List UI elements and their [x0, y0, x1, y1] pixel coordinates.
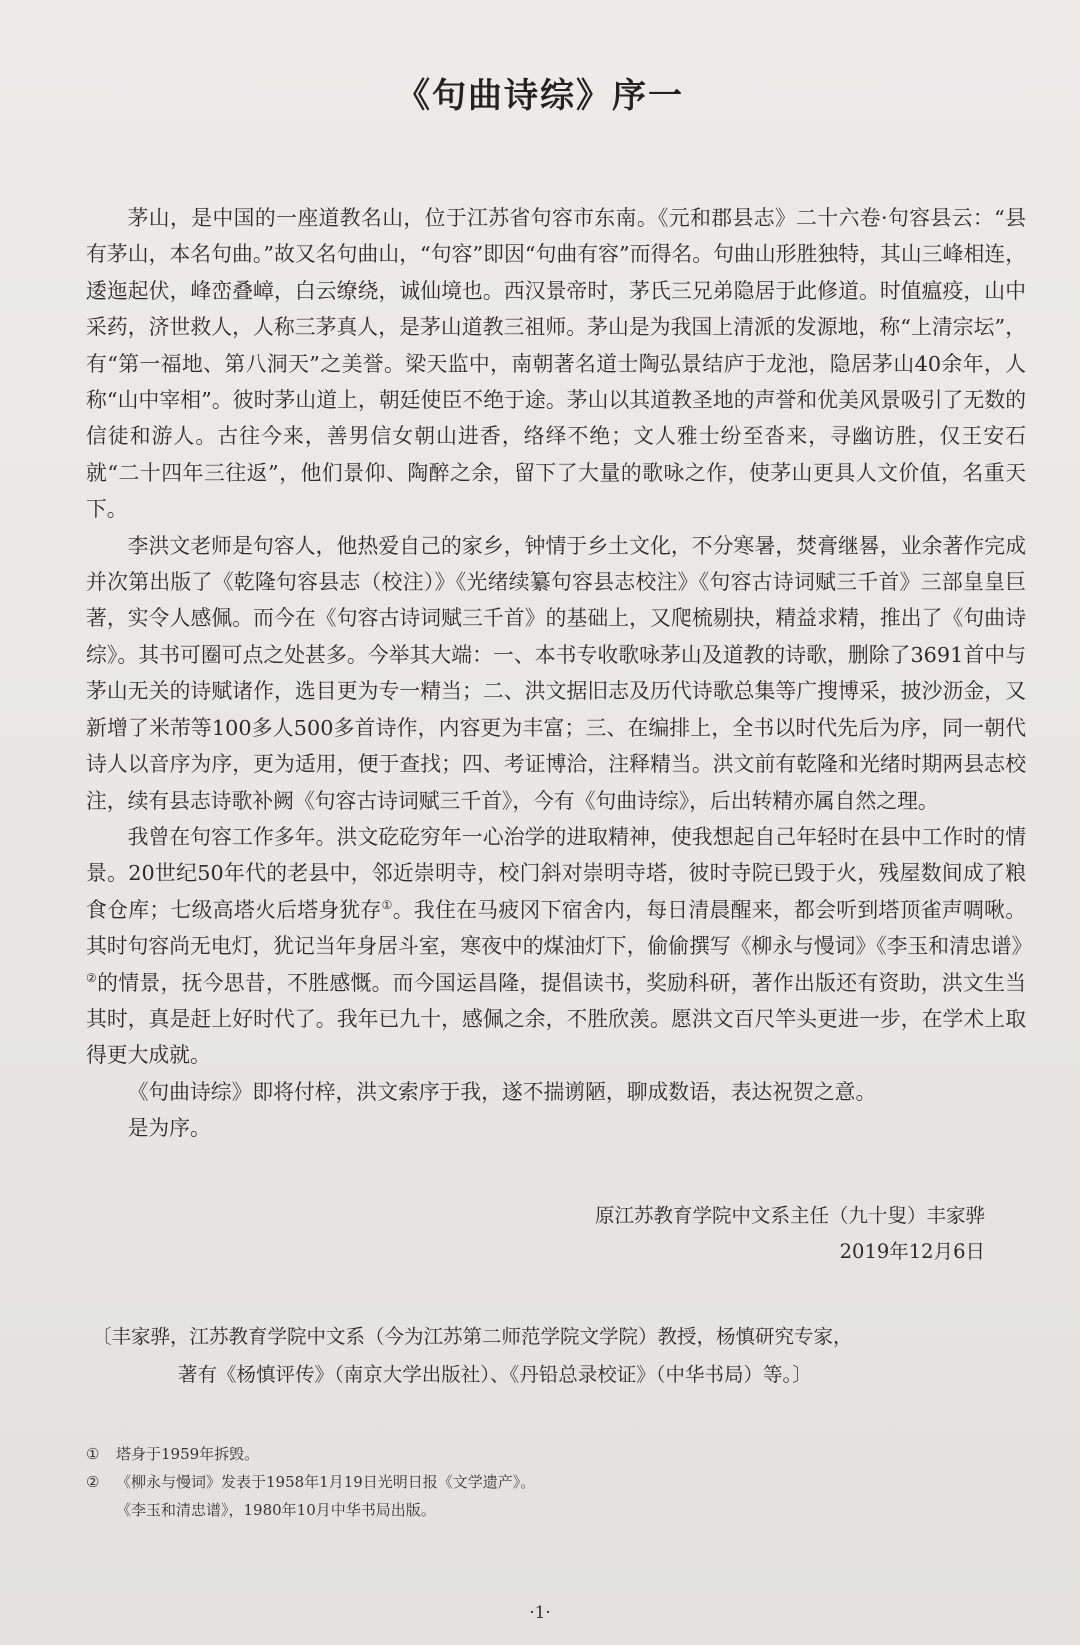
- signature-author: 原江苏教育学院中文系主任（九十叟）丰家骅: [594, 1204, 985, 1227]
- footnote-1-text: 塔身于1959年拆毁。: [116, 1445, 260, 1463]
- paragraph-final: 是为序。: [127, 1116, 211, 1141]
- paragraph-memories-part2: 。我住在马疲冈下宿舍内，每日清晨醒来，都会听到塔顶雀声啁啾。其时句容尚无电灯，犹记当年身居斗室，寒夜中的煤油灯下，偷偷撰写《柳永与慢词》《李玉和清忠谱》: [86, 897, 1033, 959]
- signature-block: [595, 1198, 985, 1270]
- page-number: ·1·: [529, 1603, 551, 1623]
- footnote-2-continuation: 《李玉和清忠谱》，1980年10月中华书局出版。: [116, 1501, 436, 1519]
- author-bio-line1: 〔丰家骅，江苏教育学院中文系（今为江苏第二师范学院文学院）教授，杨慎研究专家，: [92, 1325, 853, 1348]
- author-bio: [92, 1318, 1002, 1394]
- page-title: 《句曲诗综》序一: [396, 76, 684, 116]
- paragraph-memories-part3: 的情景，抚今思昔，不胜感慨。而今国运昌隆，提倡读书，奖励科研，著作出版还有资助，洪文生当其时，真是赶上好时代了。我年已九十，感佩之余，不胜欣羡。愿洪文百尺竿头更进一步，在学术上取得更大成就。: [86, 970, 1027, 1068]
- footnote-ref-1: ①: [381, 897, 393, 912]
- footnote-2: [86, 1468, 986, 1496]
- footnote-1-mark: ①: [86, 1445, 100, 1463]
- preface-body: [86, 200, 1033, 1147]
- footnote-1: [86, 1440, 986, 1468]
- paragraph-closing: 《句曲诗综》即将付梓，洪文索序于我，遂不揣谫陋，聊成数语，表达祝贺之意。: [127, 1079, 877, 1104]
- footnotes: [86, 1440, 986, 1524]
- author-bio-line2: 著有《杨慎评传》（南京大学出版社）、《丹铅总录校证》（中华书局）等。〕: [178, 1363, 812, 1386]
- footnote-ref-2: ②: [86, 970, 98, 985]
- paragraph-li-hongwen: 李洪文老师是句容人，他热爱自己的家乡，钟情于乡土文化，不分寒暑，焚膏继晷，业余著作完成并次第出版了《乾隆句容县志（校注）》《光绪续纂句容县志校注》《句容古诗词赋三千首》三部皇皇巨著，实令人感佩。而今在《句容古诗词赋三千首》的基础上，又爬梳剔抉，精益求精，推出了《句曲诗综》。其书可圈可点之处甚多。今举其大端：一、本书专收歌咏茅山及道教的诗歌，删除了3691首中与茅山无关的诗赋诸作，选目更为专一精当；二、洪文据旧志及历代诗歌总集等广搜博采，披沙沥金，又新增了米芾等100多人500多首诗作，内容更为丰富；三、在编排上，全书以时代先后为序，同一朝代诗人以音序为序，更为适用，便于查找；四、考证博洽，注释精当。洪文前有乾隆和光绪时期两县志校注，续有县志诗歌补阙《句容古诗词赋三千首》，今有《句曲诗综》，后出转精亦属自然之理。: [86, 533, 1026, 813]
- paragraph-memories: [86, 819, 1033, 1074]
- footnote-2-mark: ②: [86, 1473, 100, 1491]
- signature-date: 2019年12月6日: [839, 1240, 985, 1263]
- paragraph-maoshan: 茅山，是中国的一座道教名山，位于江苏省句容市东南。《元和郡县志》二十六卷·句容县云：“县有茅山，本名句曲。”故又名句曲山，“句容”即因“句曲有容”而得名。句曲山形胜独特，其山三峰相连，逶迤起伏，峰峦叠嶂，白云缭绕，诚仙境也。西汉景帝时，茅氏三兄弟隐居于此修道。时值瘟疫，山中采药，济世救人，人称三茅真人，是茅山道教三祖师。茅山是为我国上清派的发源地，称“上清宗坛”，有“第一福地、第八洞天”之美誉。梁天监中，南朝著名道士陶弘景结庐于龙池，隐居茅山40余年，人称“山中宰相”。彼时茅山道上，朝廷使臣不绝于途。茅山以其道教圣地的声誉和优美风景吸引了无数的信徒和游人。古往今来，善男信女朝山进香，络绎不绝；文人雅士纷至沓来，寻幽访胜，仅王安石就“二十四年三往返”，他们景仰、陶醉之余，留下了大量的歌咏之作，使茅山更具人文价值，名重天下。: [86, 206, 1026, 522]
- paragraph-memories-part1: 我曾在句容工作多年。洪文矻矻穷年一心治学的进取精神，使我想起自己年轻时在县中工作时的情景。20世纪50年代的老县中，邻近崇明寺，校门斜对崇明寺塔，彼时寺院已毁于火，残屋数间成了粮食仓库；七级高塔火后塔身犹存: [86, 824, 1026, 922]
- footnote-2-text: 《柳永与慢词》发表于1958年1月19日光明日报《文学遗产》。: [116, 1473, 536, 1491]
